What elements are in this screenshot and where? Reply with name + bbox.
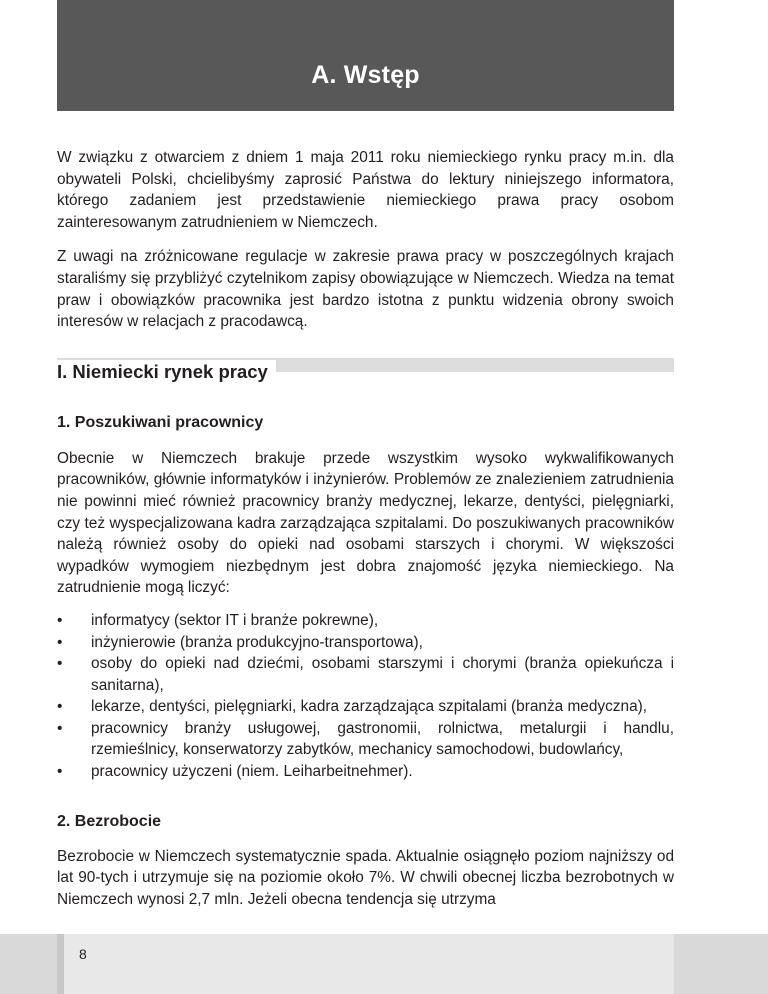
- section-heading-bar: [57, 358, 674, 382]
- footer-band: [64, 934, 674, 994]
- professions-list: [57, 610, 674, 783]
- list-item: • osoby do opieki nad dziećmi, osobami starszymi i chorymi (branża opiekuńcza i sanitarna),: [57, 655, 674, 694]
- list-item: • informatycy (sektor IT i branże pokrewne),: [57, 610, 674, 632]
- bullet-icon: •: [57, 633, 63, 651]
- bullet-icon: •: [57, 698, 63, 716]
- subsection-title-poszukiwani: 1. Poszukiwani pracownicy: [57, 413, 264, 431]
- list-item: • pracownicy branży usługowej, gastronomii, rolnictwa, metalurgii i handlu, rzemieślnicy, konserwatorzy zabytków, mechanicy samochodowi, budowlańcy,: [57, 719, 674, 759]
- page-number: 8: [79, 946, 87, 962]
- bullet-icon: •: [57, 763, 63, 781]
- chapter-header: [57, 0, 674, 111]
- list-item: • inżynierowie (branża produkcyjno-transportowa),: [57, 632, 674, 654]
- subsection-title-bezrobocie: 2. Bezrobocie: [57, 812, 162, 830]
- bullet-icon: •: [57, 719, 63, 737]
- footer-left-block: [0, 934, 57, 994]
- footer-left-inner-block: [57, 934, 64, 994]
- footer-right-block: [674, 934, 768, 994]
- subsection-paragraph-poszukiwani: Obecnie w Niemczech brakuje przede wszystkim wysoko wykwalifikowanych pracowników, głównie informatyków i inżynierów. Problemów ze znalezieniem zatrudnienia nie powinni mieć również pracownicy branży medycznej, lekarze, dentyści, pielęgniarki, czy też wyspecjalizowana kadra zarządzająca szpitalami. Do poszukiwanych pracowników należą również osoby do opieki nad osobami starszych i chorymi. W większości wypadków wymogiem niezbędnym jest dobra znajomość języka niemieckiego. Na zatrudnienie mogą liczyć:: [57, 449, 674, 597]
- list-item: • lekarze, dentyści, pielęgniarki, kadra zarządzająca szpitalami (branża medyczna),: [57, 696, 674, 718]
- page-content: [57, 147, 674, 910]
- list-item: • pracownicy użyczeni (niem. Leiharbeitnehmer).: [57, 761, 674, 783]
- chapter-title: A. Wstęp: [311, 61, 420, 89]
- intro-paragraph-2: Z uwagi na zróżnicowane regulacje w zakresie prawa pracy w poszczególnych krajach staraliśmy się przybliżyć czytelnikom zapisy obowiązujące w Niemczech. Wiedza na temat praw i obowiązków pracownika jest bardzo istotna z punktu widzenia obrony swoich interesów w relacjach z pracodawcą.: [57, 248, 674, 331]
- subsection-paragraph-bezrobocie: Bezrobocie w Niemczech systematycznie spada. Aktualnie osiągnęło poziom najniższy od lat 90-tych i utrzymuje się na poziomie około 7%. W chwili obecnej liczba bezrobotnych w Niemczech wynosi 2,7 mln. Jeżeli obecna tendencja się utrzyma: [57, 847, 674, 908]
- section-title: I. Niemiecki rynek pracy: [57, 360, 276, 384]
- bullet-icon: •: [57, 611, 63, 629]
- intro-paragraph-1: W związku z otwarciem z dniem 1 maja 2011 roku niemieckiego rynku pracy m.in. dla obywateli Polski, chcielibyśmy zaprosić Państwa do lektury niniejszego informatora, którego zadaniem jest przedstawienie niemieckiego prawa pracy osobom zainteresowanym zatrudnieniem w Niemczech.: [57, 149, 674, 231]
- bullet-icon: •: [57, 655, 63, 673]
